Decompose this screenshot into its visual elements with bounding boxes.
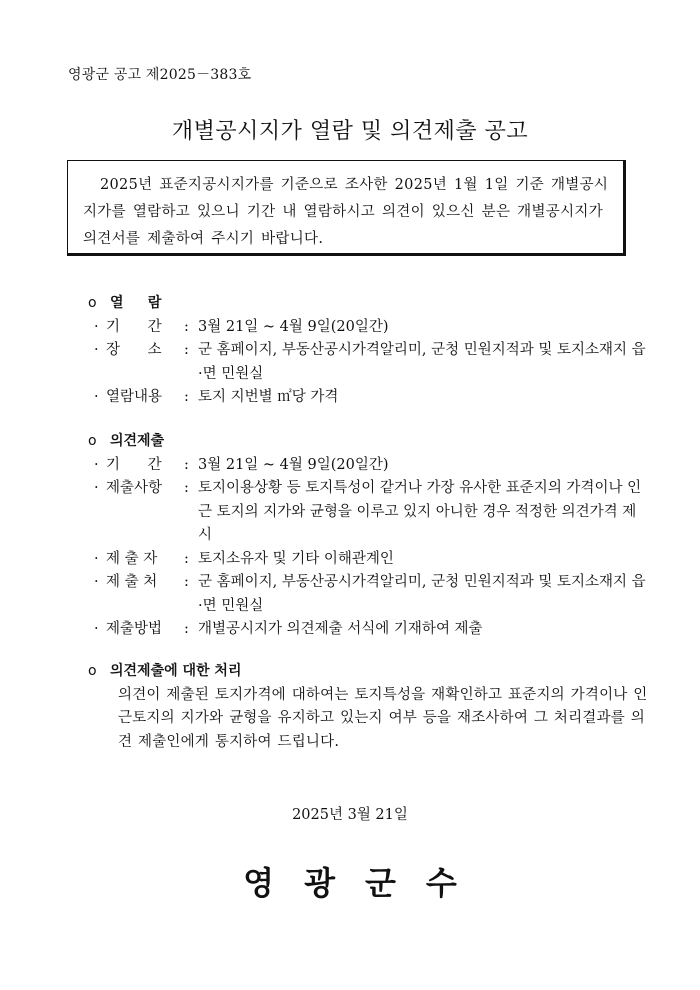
dot-bullet: ·: [94, 621, 99, 637]
dot-bullet: ·: [94, 389, 99, 405]
row-colon: :: [184, 621, 189, 637]
info-row: [88, 339, 648, 386]
row-value: 토지이용상황 등 토지특성이 같거나 가장 유사한 표준지의 가격이나 인근 토지의 지가와 균형을 이루고 있지 아니한 경우 적정한 의견가격 제시: [198, 480, 642, 543]
signer-name: 영광군수: [243, 864, 487, 902]
row-colon: :: [184, 480, 189, 496]
row-value: 개별공시지가 의견제출 서식에 기재하여 제출: [198, 621, 483, 637]
row-colon: :: [184, 389, 189, 405]
row-value: 군 홈페이지, 부동산공시가격알리미, 군청 민원지적과 및 토지소재지 읍·면 민원실: [198, 342, 646, 382]
info-row: [88, 618, 648, 642]
info-row: [88, 316, 648, 340]
row-label: 열람내용: [106, 389, 163, 405]
summary-text: 2025년 표준지공시지가를 기준으로 조사한 2025년 1월 1일 기준 개별공시지가를 열람하고 있으니 기간 내 열람하시고 의견이 있으신 분은 개별공시지가 의견서를 제출하여 주시기 바랍니다.: [83, 177, 609, 247]
notice-date: 2025년 3월 21일: [292, 807, 408, 823]
section-heading-label: 열 람: [110, 295, 162, 311]
dot-bullet: ·: [94, 342, 99, 358]
section-heading: [88, 430, 648, 454]
row-value: 토지 지번별 ㎡당 가격: [198, 389, 339, 405]
circle-bullet-icon: o: [88, 295, 97, 311]
dot-bullet: ·: [94, 574, 99, 590]
row-value: 3월 21일 ~ 4월 9일(20일간): [198, 456, 389, 473]
section-heading: [88, 660, 648, 684]
circle-bullet-icon: o: [88, 433, 97, 449]
row-colon: :: [184, 342, 189, 358]
row-label: 기 간: [106, 456, 162, 473]
row-colon: :: [184, 550, 189, 567]
row-label: 제출사항: [106, 480, 163, 496]
section-submission: [88, 430, 648, 642]
dot-bullet: ·: [94, 456, 99, 473]
processing-body: 의견이 제출된 토지가격에 대하여는 토지특성을 재확인하고 표준지의 가격이나 인근토지의 지가와 균형을 유지하고 있는지 여부 등을 재조사하여 그 처리결과를 의견 제출인에게 통지하여 드립니다.: [118, 686, 648, 750]
dot-bullet: ·: [94, 480, 99, 496]
dot-bullet: ·: [94, 550, 99, 567]
notice-number: 영광군 공고 제2025－383호: [68, 67, 252, 83]
row-colon: :: [184, 318, 189, 335]
section-heading-label: 의견제출: [110, 433, 165, 449]
summary-box: [67, 160, 626, 256]
row-value: 군 홈페이지, 부동산공시가격알리미, 군청 민원지적과 및 토지소재지 읍·면 민원실: [198, 574, 646, 614]
row-label: 기 간: [106, 318, 162, 335]
row-label: 제 출 자: [106, 550, 158, 567]
page-title: 개별공시지가 열람 및 의견제출 공고: [171, 119, 529, 144]
section-inspection: [88, 292, 648, 410]
row-colon: :: [184, 574, 189, 590]
row-value: 3월 21일 ~ 4월 9일(20일간): [198, 318, 389, 335]
row-value: 토지소유자 및 기타 이해관계인: [198, 550, 394, 567]
section-processing: [88, 660, 648, 754]
info-row: [88, 386, 648, 410]
row-label: 제출방법: [106, 621, 163, 637]
row-label: 장 소: [106, 342, 162, 358]
info-row: [88, 571, 648, 618]
info-row: [88, 548, 648, 572]
row-label: 제 출 처: [106, 574, 158, 590]
circle-bullet-icon: o: [88, 663, 97, 679]
dot-bullet: ·: [94, 318, 99, 335]
section-heading-label: 의견제출에 대한 처리: [110, 663, 242, 679]
info-row: [88, 477, 648, 548]
info-row: [88, 454, 648, 478]
section-heading: [88, 292, 648, 316]
row-colon: :: [184, 456, 189, 473]
